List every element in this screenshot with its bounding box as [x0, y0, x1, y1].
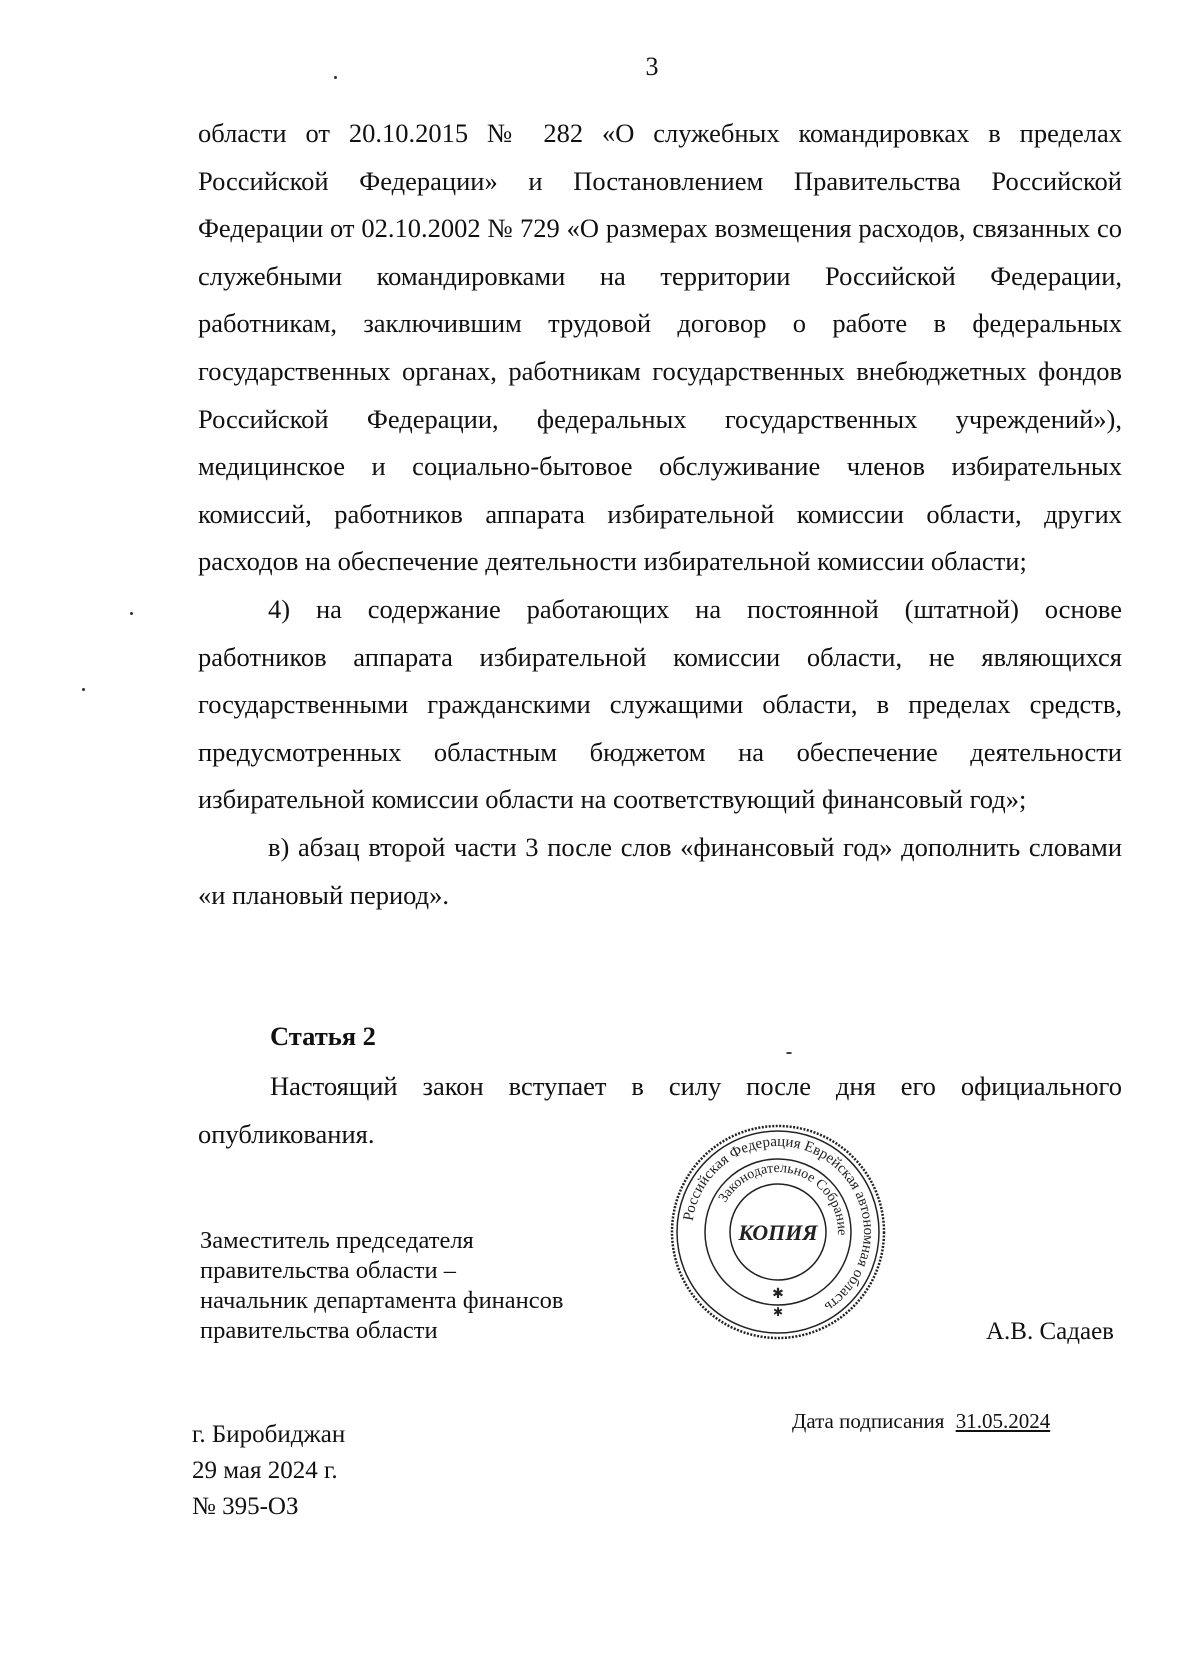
- signing-date-value: 31.05.2024: [955, 1409, 1051, 1433]
- paragraph-continuation: области от 20.10.2015 № 282 «О служебных командировках в пределах Российской Федерации» и Постановлением Правительства Российской Федерации от 02.10.2002 № 729 «О размерах возмещения расходов, связанных со служебными командировками на территории Российской Федерации, работникам, заключившим трудовой договор о работе в федеральных государственных органах, работникам государственных внебюджетных фондов Российской Федерации, федеральных государственных учреждений»), медицинское и социально-бытовое обслуживание членов избирательных комиссий, работников аппарата избирательной комиссии области, других расходов на обеспечение деятельности избирательной комиссии области;: [198, 118, 1122, 577]
- stamp-star-icon: [772, 1286, 784, 1319]
- stamp-outer-text: Российская Федерация Еврейская автономная область: [680, 1133, 877, 1315]
- paragraph-item-v: в) абзац второй части 3 после слов «финансовый год» дополнить словами «и плановый период».: [198, 831, 1122, 910]
- article-heading: Статья 2: [270, 1021, 376, 1051]
- paragraph-item-4: 4) на содержание работающих на постоянной (штатной) основе работников аппарата избирательной комиссии области, не являющихся государственными гражданскими служащими области, в пределах средств, предусмотренных областным бюджетом на обеспечение деятельности избирательной комиссии области на соответствующий финансовый год»;: [198, 593, 1122, 815]
- scan-speck: [786, 1052, 792, 1054]
- page-number: 3: [645, 52, 659, 81]
- scan-speck: [334, 76, 337, 79]
- signatory-title-line: начальник департамента финансов: [200, 1287, 564, 1314]
- place-date-block: [192, 1417, 345, 1525]
- signatory-name: А.В. Садаев: [986, 1318, 1114, 1345]
- law-number: № 395-ОЗ: [192, 1493, 299, 1520]
- signatory-title-line: правительства области: [200, 1317, 438, 1344]
- law-date: 29 мая 2024 г.: [192, 1457, 338, 1484]
- svg-text:✱: ✱: [772, 1286, 784, 1302]
- article-text: Настоящий закон вступает в силу после дня его официального опубликования.: [198, 1071, 1122, 1149]
- stamp-center-text: КОПИЯ: [738, 1220, 818, 1245]
- signatory-title-line: правительства области –: [200, 1257, 456, 1284]
- stamp-inner-text: Законодательное Собрание: [716, 1160, 850, 1236]
- signing-date-label: Дата подписания: [792, 1409, 945, 1433]
- signing-date: [792, 1409, 1050, 1434]
- scan-speck: [82, 688, 85, 691]
- scan-speck: [130, 612, 133, 615]
- official-seal-stamp: [668, 1122, 888, 1342]
- article-body: [198, 1062, 1122, 1158]
- signatory-title: [200, 1226, 563, 1346]
- city: г. Биробиджан: [192, 1421, 346, 1448]
- svg-text:✱: ✱: [772, 1305, 784, 1319]
- signatory-title-line: Заместитель председателя: [200, 1227, 474, 1254]
- document-body: [198, 110, 1122, 919]
